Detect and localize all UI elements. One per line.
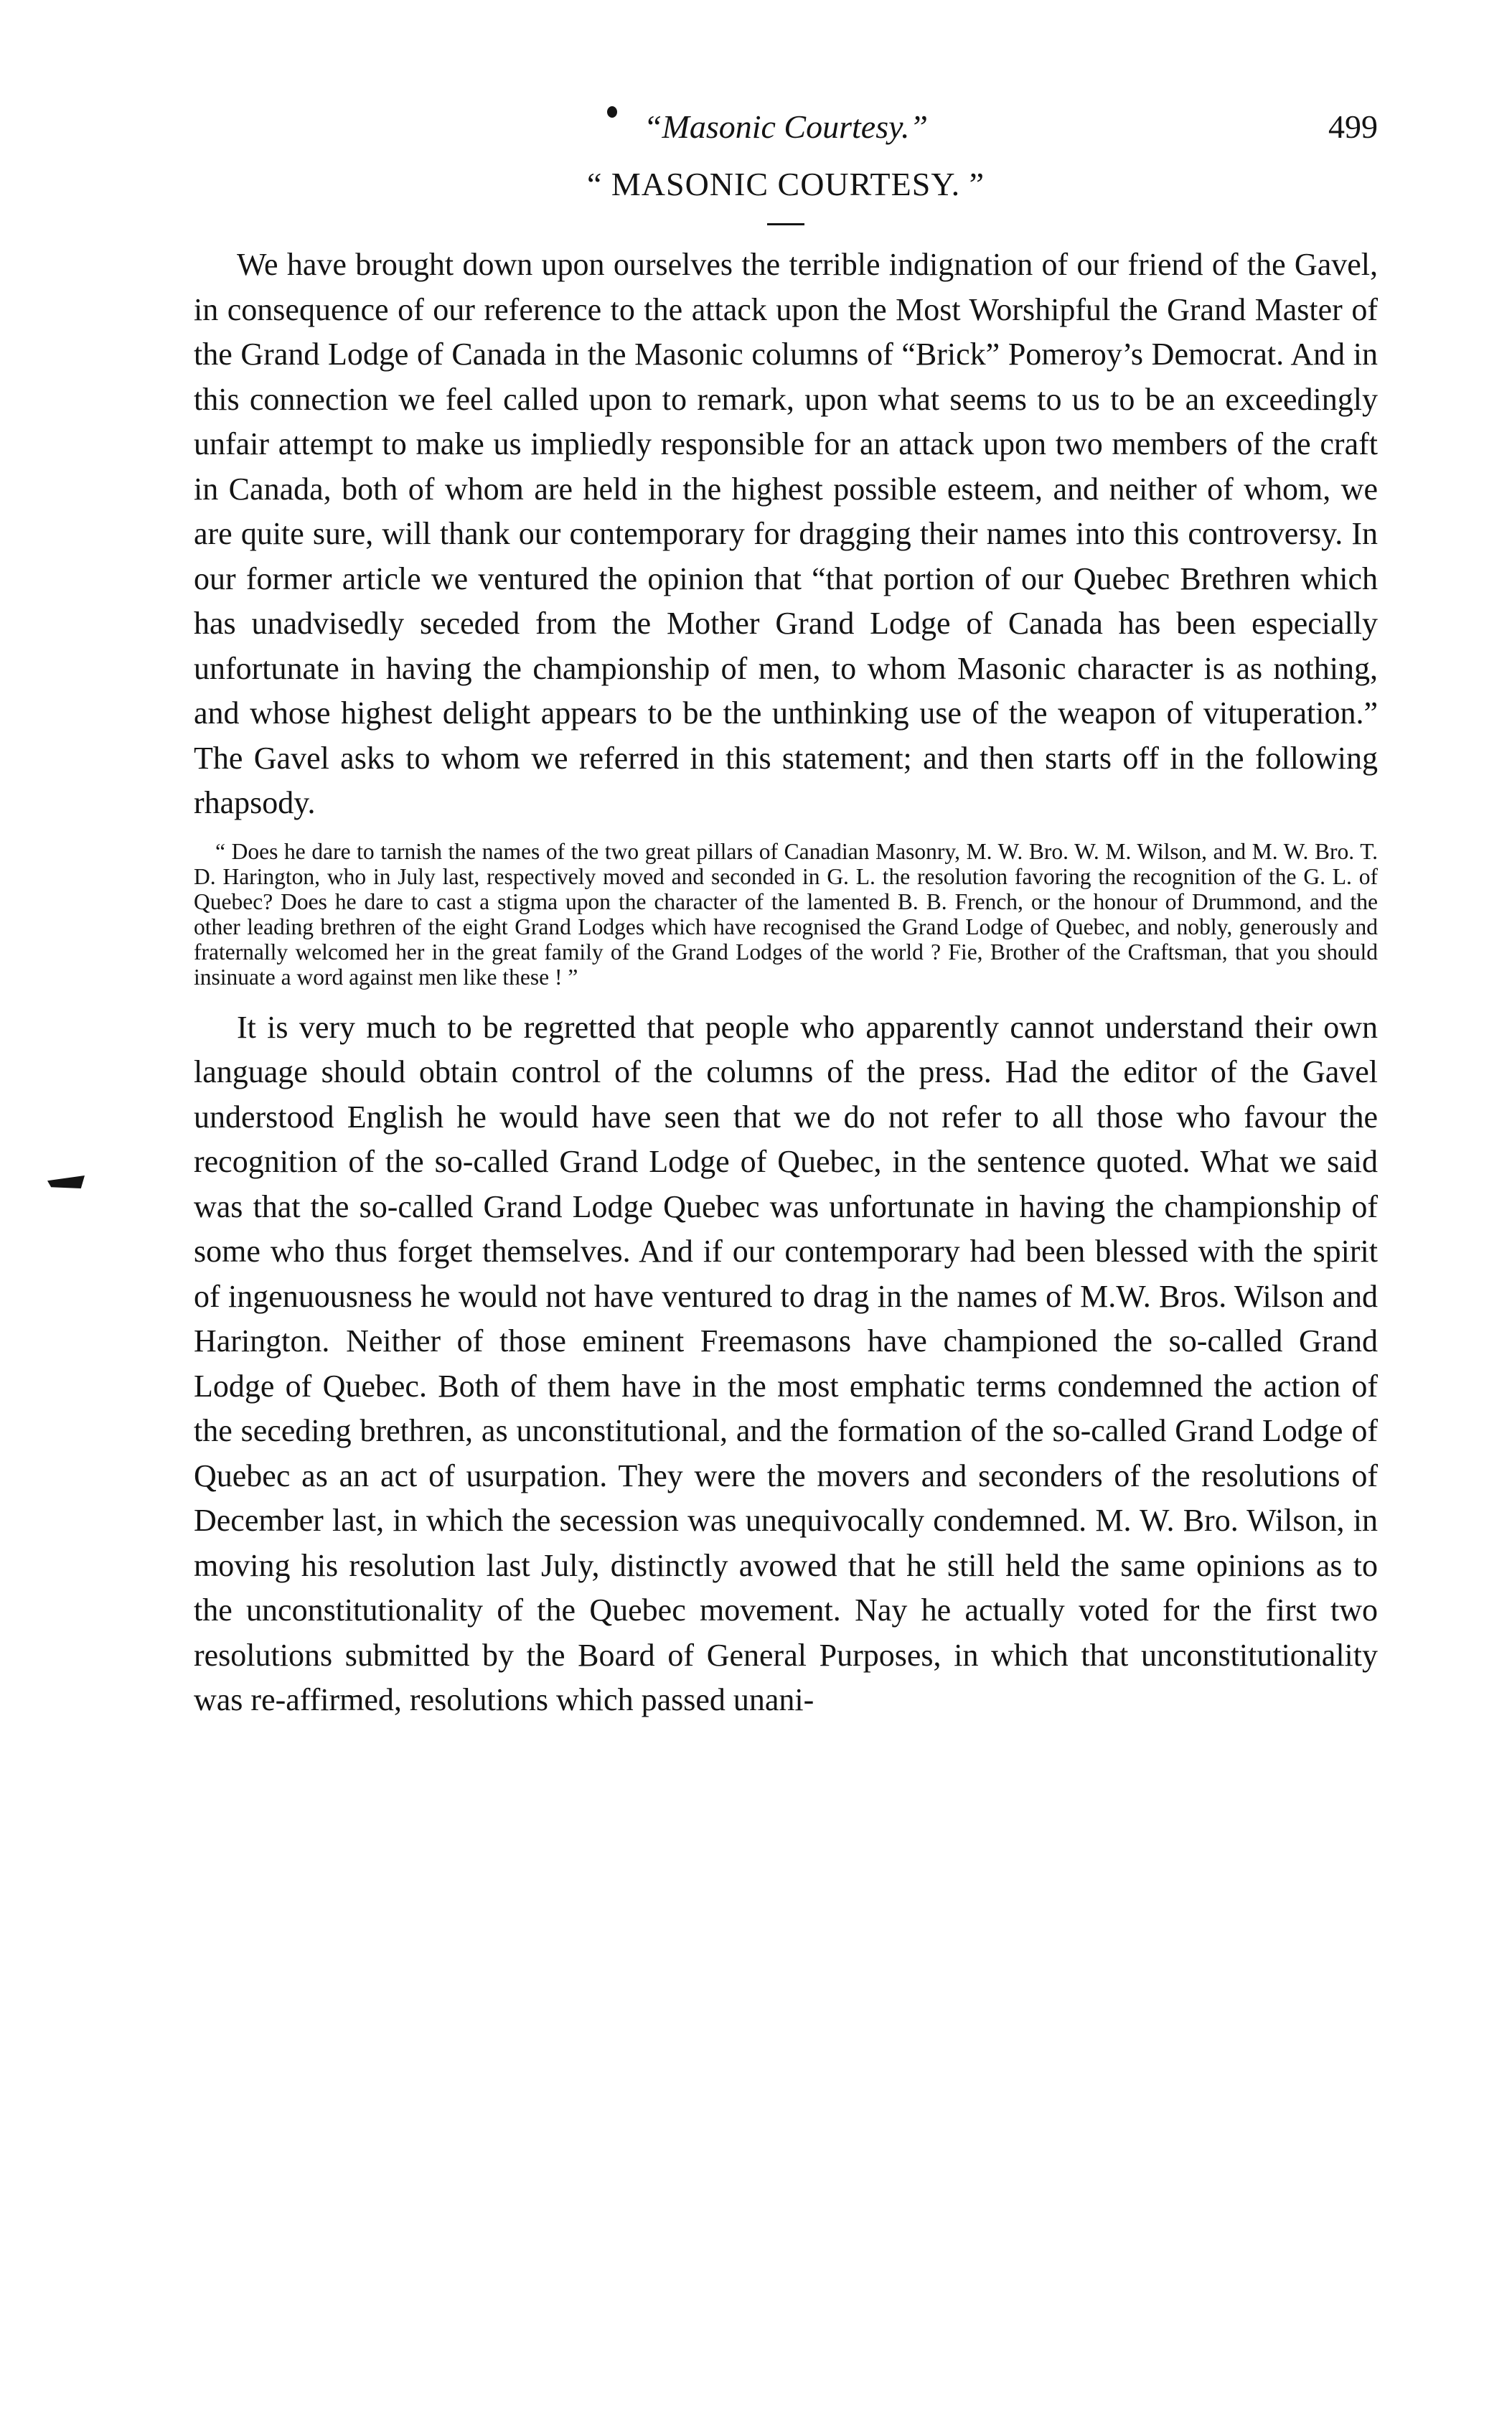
margin-mark [47, 1176, 85, 1188]
block-quote: “ Does he dare to tarnish the names of the two great pillars of Canadian Masonry, M. W. Bro. W. M. Wilson, and M. W. Bro. T. D. Harington, who in July last, respectively moved and seconded in G. L. the resolution favoring the recognition of the G. L. of Quebec? Does he dare to cast a stigma upon the character of the lamented B. B. French, or the honour of Drummond, and the other leading brethren of the eight Grand Lodges which have recognised the Grand Lodge of Quebec, and nobly, generously and fraternally welcomed her in the great family of the Grand Lodges of the world ? Fie, Brother of the Craftsman, that you should insinuate a word against men like these ! ” [194, 838, 1378, 990]
paragraph-2: It is very much to be regretted that people who apparently cannot understand their own language should obtain control of the columns of the press. Had the editor of the Gavel understood English he would have seen that we do not refer to all those who favour the recognition of the so-called Grand Lodge of Quebec, in the sentence quoted. What we said was that the so-called Grand Lodge Quebec was unfortunate in having the championship of some who thus forget themselves. And if our contemporary had been blessed with the spirit of ingenuousness he would not have ventured to drag in the names of M.W. Bros. Wilson and Harington. Neither of those eminent Freemasons have championed the so-called Grand Lodge of Quebec. Both of them have in the most emphatic terms condemned the action of the seceding brethren, as unconstitutional, and the formation of the so-called Grand Lodge of Quebec as an act of usurpation. They were the movers and seconders of the resolutions of December last, in which the secession was unequivocally condemned. M. W. Bro. Wilson, in moving his resolution last July, distinctly avowed that he still held the same opinions as to the unconstitutionality of the Quebec movement. Nay he actually voted for the first two resolutions submitted by the Board of General Purposes, in which that unconstitutionality was re-affirmed, resolutions which passed unani- [194, 1009, 1378, 1717]
running-head-title: “Masonic Courtesy.” [643, 108, 929, 145]
running-head [194, 108, 1378, 165]
article-heading: “ MASONIC COURTESY. ” [586, 166, 985, 202]
paragraph-1: We have brought down upon ourselves the terrible indignation of our friend of the Gavel, in consequence of our reference to the attack upon the Most Worshipful the Grand Master of the Grand Lodge of Canada in the Masonic columns of “Brick” Pomeroy’s Democrat. And in this connection we feel called upon to remark, upon what seems to us to be an exceedingly unfair attempt to make us impliedly responsible for an attack upon two members of the craft in Canada, both of whom are held in the highest possible esteem, and neither of whom, we are quite sure, will thank our contemporary for dragging their names into this controversy. In our former article we ventured the opinion that “that portion of our Quebec Brethren which has unadvisedly seceded from the Mother Grand Lodge of Canada has been especially unfortunate in having the championship of men, to whom Masonic character is as nothing, and whose highest delight appears to be the unthinking use of the weapon of vituperation.” The Gavel asks to whom we referred in this statement; and then starts off in the following rhapsody. [194, 247, 1378, 820]
page-number: 499 [1328, 108, 1378, 145]
document-page [194, 108, 1378, 1723]
heading-rule [767, 223, 804, 225]
